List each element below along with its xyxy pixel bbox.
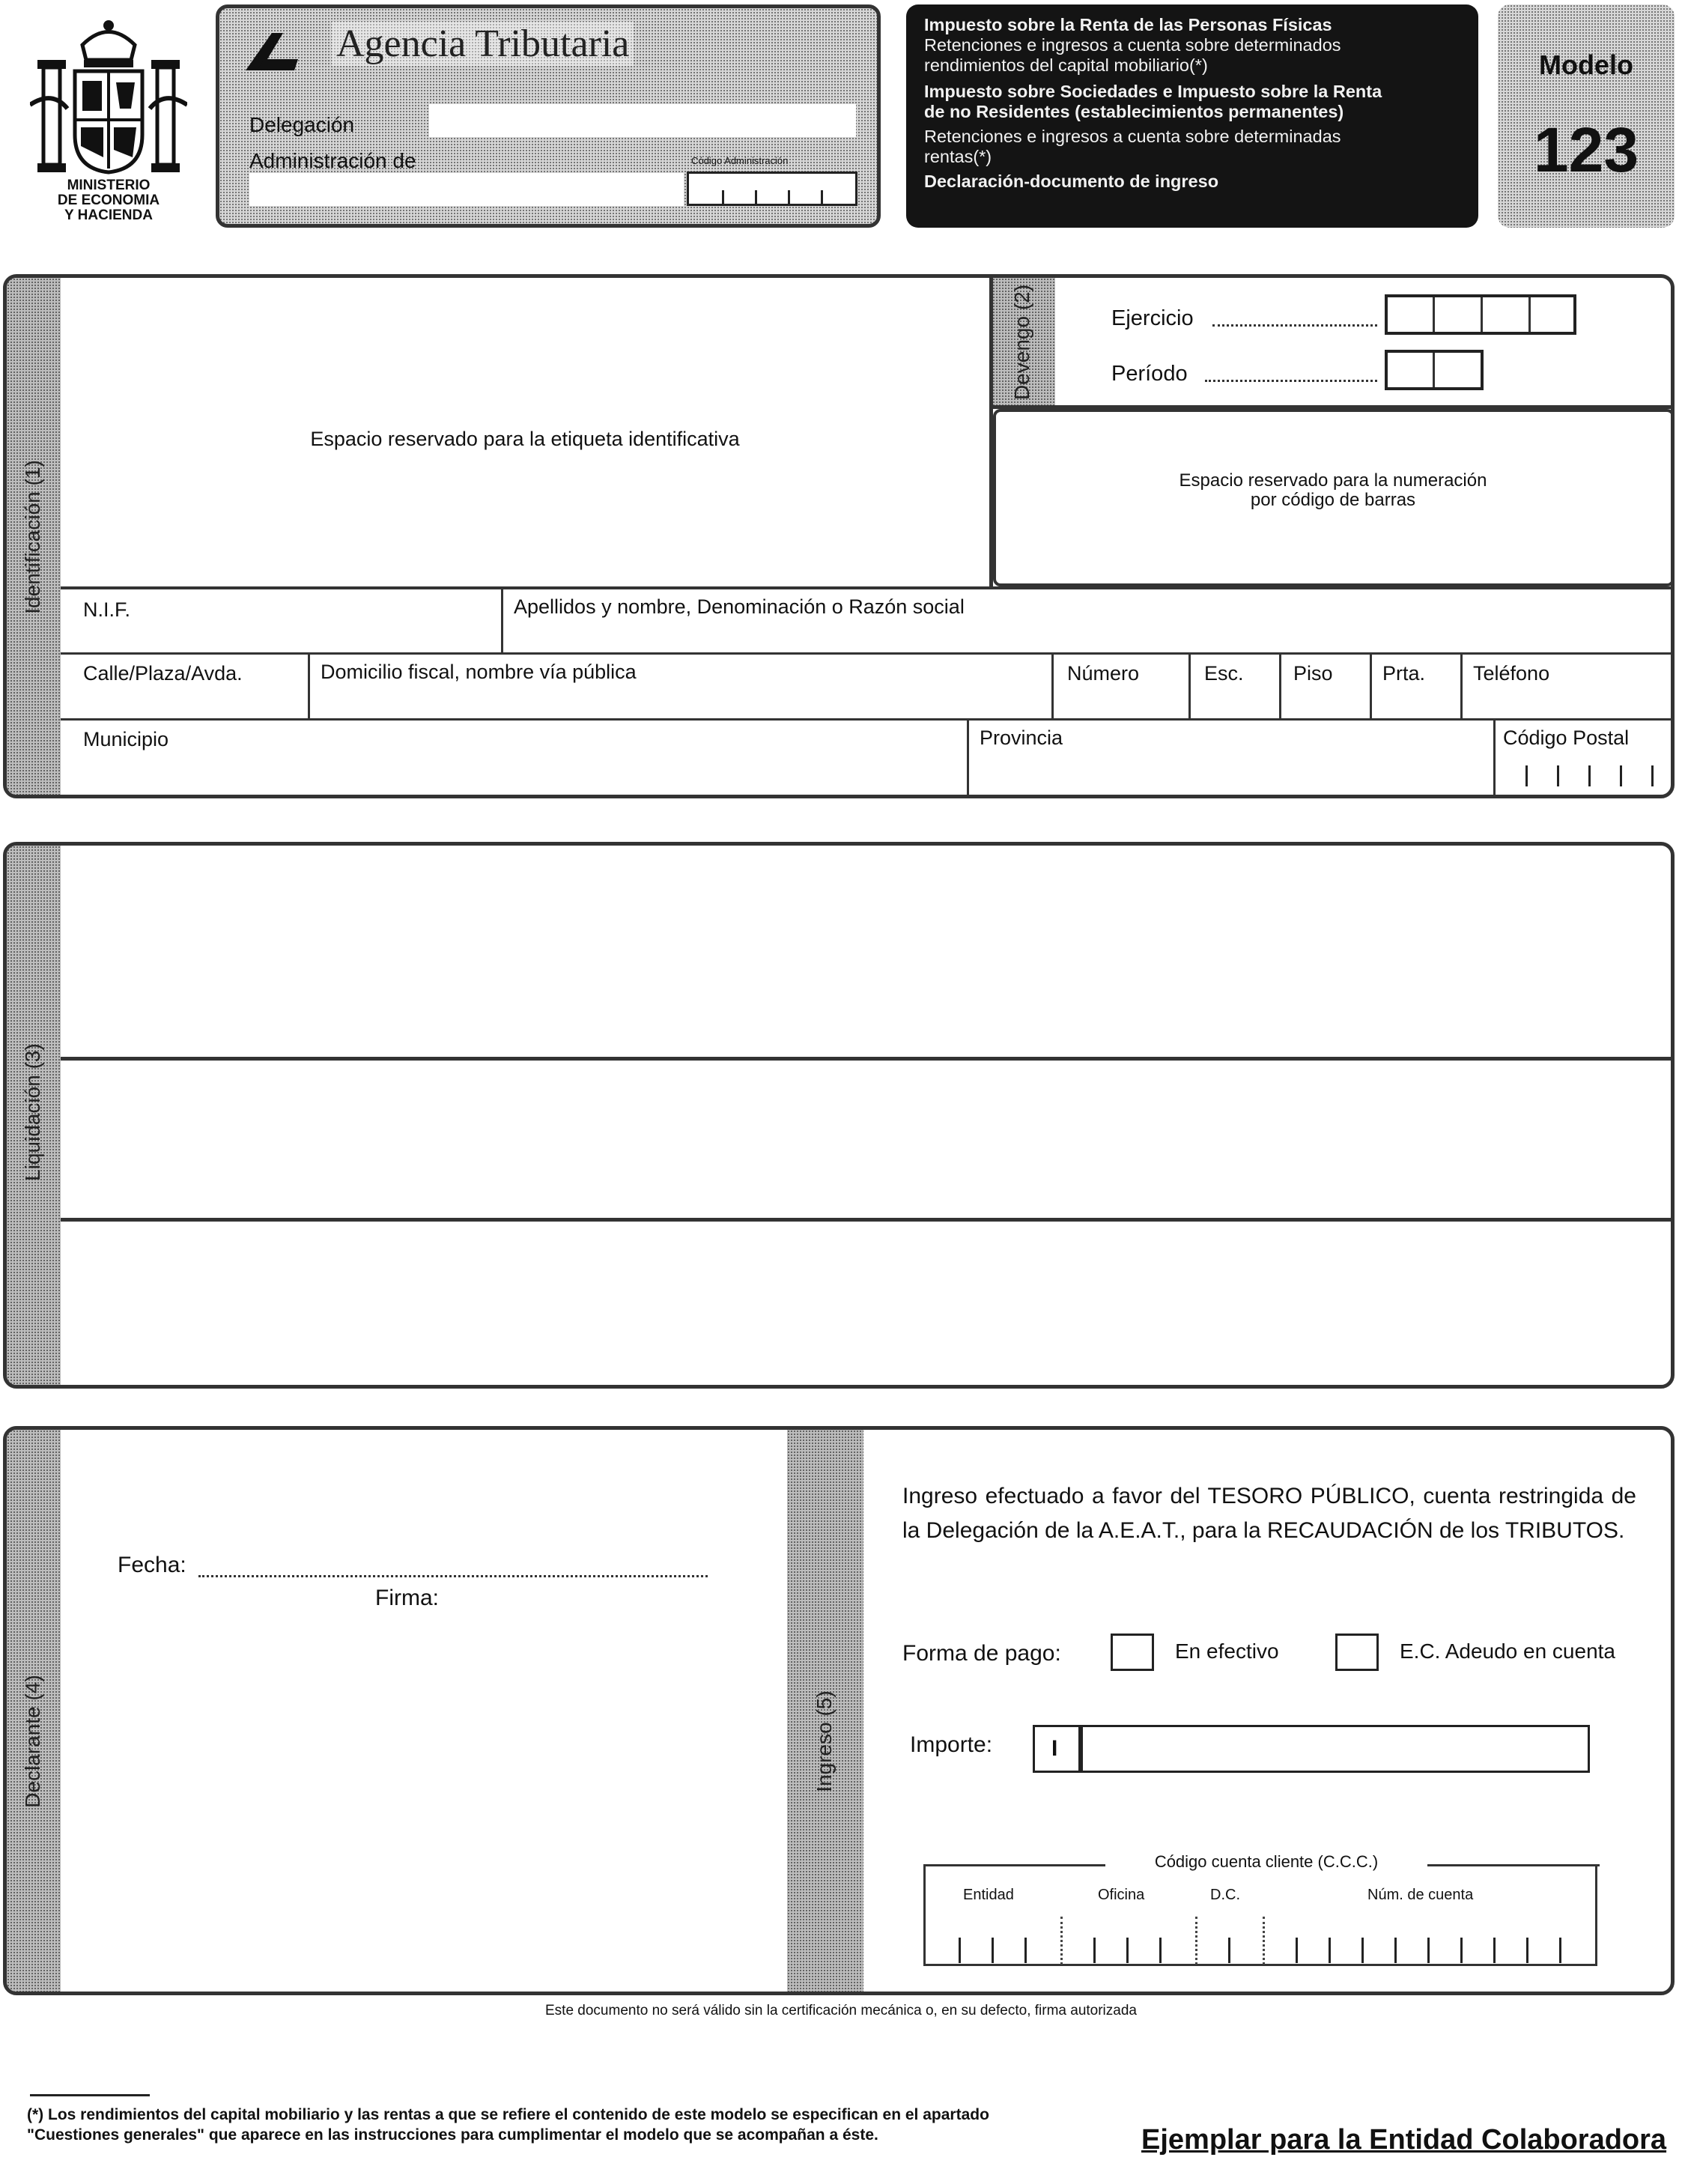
identificacion-label: Identificación (1) xyxy=(21,460,44,614)
declarante-stripe xyxy=(7,1430,61,1992)
ingreso-paragraph: Ingreso efectuado a favor del TESORO PÚBLICO, cuenta restringida de la Delegación de la A.E.A.T., para la RECAUDACIÓN de los TRIBUTOS. xyxy=(902,1484,1636,1543)
delegacion-label: Delegación xyxy=(249,113,355,136)
liquidacion-row-3[interactable] xyxy=(61,1222,1675,1386)
etiqueta-area xyxy=(61,278,989,586)
codigo-postal-field[interactable] xyxy=(1496,721,1672,795)
modelo-label: Modelo xyxy=(1539,49,1633,80)
ccc-cuenta-input[interactable] xyxy=(1263,1917,1595,1965)
administracion-input[interactable] xyxy=(249,173,684,206)
footnote-text: (*) Los rendimientos del capital mobiliario y las rentas a que se refiere el contenido de este modelo se especifican en el apartado "Cuestiones generales" que aparece en las instrucciones para cumplimentar el modelo que se acompañan a éste. xyxy=(27,2106,989,2144)
tax-line-8: Declaración-documento de ingreso xyxy=(924,172,1219,191)
ccc-box xyxy=(923,1852,1597,1966)
liquidacion-row-1[interactable] xyxy=(61,846,1675,1055)
apellidos-label: Apellidos y nombre, Denominación o Razón social xyxy=(514,595,965,618)
fecha-input[interactable] xyxy=(198,1569,708,1577)
en-efectivo-label: En efectivo xyxy=(1175,1639,1279,1663)
num-cuenta-label: Núm. de cuenta xyxy=(1367,1887,1474,1903)
administracion-label: Administración de xyxy=(249,149,416,172)
piso-label: Piso xyxy=(1293,662,1333,685)
ejercicio-input[interactable] xyxy=(1385,294,1576,335)
declarante-area xyxy=(61,1430,787,1995)
tax-line-3: rendimientos del capital mobiliario(*) xyxy=(924,55,1208,75)
footnote-rule xyxy=(30,2094,150,2096)
nif-field[interactable] xyxy=(61,589,501,652)
barcode-text-1: Espacio reservado para la numeración xyxy=(1179,470,1487,491)
codigo-admin-label: Código Administración xyxy=(691,155,789,166)
piso-field[interactable] xyxy=(1281,655,1370,718)
barcode-text-2: por código de barras xyxy=(1250,490,1416,510)
codigo-admin-input[interactable] xyxy=(687,172,857,206)
declarante-ingreso-section xyxy=(3,1426,1675,1995)
domicilio-label: Domicilio fiscal, nombre vía pública xyxy=(321,661,637,683)
agency-box xyxy=(216,4,881,228)
devengo-label: Devengo (2) xyxy=(1010,284,1033,401)
delegacion-input[interactable] xyxy=(429,104,856,137)
esc-field[interactable] xyxy=(1191,655,1279,718)
ingreso-area xyxy=(863,1430,1672,1995)
ejemplar-label: Ejemplar para la Entidad Colaboradora xyxy=(1141,2124,1667,2156)
telefono-field[interactable] xyxy=(1463,655,1672,718)
ejercicio-label: Ejercicio xyxy=(1111,306,1194,330)
identificacion-section xyxy=(3,274,1675,798)
provincia-label: Provincia xyxy=(980,727,1063,749)
calle-field[interactable] xyxy=(61,655,308,718)
agency-name: Agencia Tributaria xyxy=(332,22,634,66)
codigo-postal-label: Código Postal xyxy=(1503,727,1630,749)
devengo-stripe xyxy=(989,278,1055,405)
importe-prefix: I xyxy=(1051,1736,1058,1761)
barcode-area xyxy=(993,409,1675,586)
periodo-label: Período xyxy=(1111,362,1188,386)
telefono-label: Teléfono xyxy=(1473,662,1550,685)
etiqueta-text: Espacio reservado para la etiqueta identificativa xyxy=(310,428,740,450)
firma-area[interactable] xyxy=(91,1625,750,1969)
importe-input[interactable] xyxy=(1081,1725,1590,1773)
ingreso-stripe xyxy=(787,1430,863,1995)
importe-label: Importe: xyxy=(910,1732,993,1757)
tax-line-7: rentas(*) xyxy=(924,147,992,166)
tax-line-5: de no Residentes (establecimientos permanentes) xyxy=(924,102,1344,121)
ministry-logo xyxy=(30,15,187,232)
liquidacion-section xyxy=(3,842,1675,1389)
agency-logo-icon xyxy=(242,29,302,74)
adeudo-checkbox[interactable] xyxy=(1335,1634,1379,1671)
entidad-label: Entidad xyxy=(963,1887,1014,1903)
apellidos-field[interactable] xyxy=(503,589,1672,652)
ministry-name: MINISTERIO DE ECONOMIA Y HACIENDA xyxy=(57,178,160,223)
domicilio-field[interactable] xyxy=(310,655,1051,718)
ccc-entidad-input[interactable] xyxy=(926,1917,1063,1965)
tax-description-box xyxy=(906,4,1478,228)
provincia-field[interactable] xyxy=(969,721,1493,795)
prta-field[interactable] xyxy=(1372,655,1460,718)
municipio-label: Municipio xyxy=(83,728,169,750)
en-efectivo-checkbox[interactable] xyxy=(1111,1634,1154,1671)
prta-label: Prta. xyxy=(1382,662,1426,685)
validity-note: Este documento no será válido sin la certificación mecánica o, en su defecto, firma autorizada xyxy=(545,2003,1137,2018)
declarante-label: Declarante (4) xyxy=(21,1675,44,1808)
tax-line-2: Retenciones e ingresos a cuenta sobre determinados xyxy=(924,35,1341,55)
ingreso-label: Ingreso (5) xyxy=(813,1690,836,1792)
fecha-label: Fecha: xyxy=(118,1553,186,1577)
coat-of-arms-icon xyxy=(30,15,187,180)
calle-label: Calle/Plaza/Avda. xyxy=(83,662,243,685)
liquidacion-stripe xyxy=(7,846,61,1385)
numero-field[interactable] xyxy=(1054,655,1188,718)
forma-pago-label: Forma de pago: xyxy=(902,1641,1061,1666)
adeudo-label: E.C. Adeudo en cuenta xyxy=(1400,1639,1615,1663)
liquidacion-row-2[interactable] xyxy=(61,1061,1675,1218)
importe-prefix-box xyxy=(1033,1725,1081,1773)
numero-label: Número xyxy=(1067,662,1140,685)
oficina-label: Oficina xyxy=(1098,1887,1145,1903)
nif-label: N.I.F. xyxy=(83,598,131,621)
periodo-input[interactable] xyxy=(1385,350,1484,390)
ccc-title: Código cuenta cliente (C.C.C.) xyxy=(1154,1852,1379,1871)
municipio-field[interactable] xyxy=(61,721,967,795)
identificacion-stripe xyxy=(7,278,61,795)
dc-label: D.C. xyxy=(1210,1887,1240,1903)
tax-line-4: Impuesto sobre Sociedades e Impuesto sobre la Renta xyxy=(924,82,1382,101)
liquidacion-label: Liquidación (3) xyxy=(21,1043,44,1181)
tax-line-6: Retenciones e ingresos a cuenta sobre determinadas xyxy=(924,127,1341,146)
modelo-box xyxy=(1498,4,1675,228)
ccc-oficina-input[interactable] xyxy=(1060,1917,1197,1965)
esc-label: Esc. xyxy=(1204,662,1244,685)
modelo-number: 123 xyxy=(1533,115,1639,185)
tax-line-1: Impuesto sobre la Renta de las Personas Físicas xyxy=(924,15,1332,34)
firma-label: Firma: xyxy=(375,1586,439,1610)
ccc-dc-input[interactable] xyxy=(1195,1917,1265,1965)
